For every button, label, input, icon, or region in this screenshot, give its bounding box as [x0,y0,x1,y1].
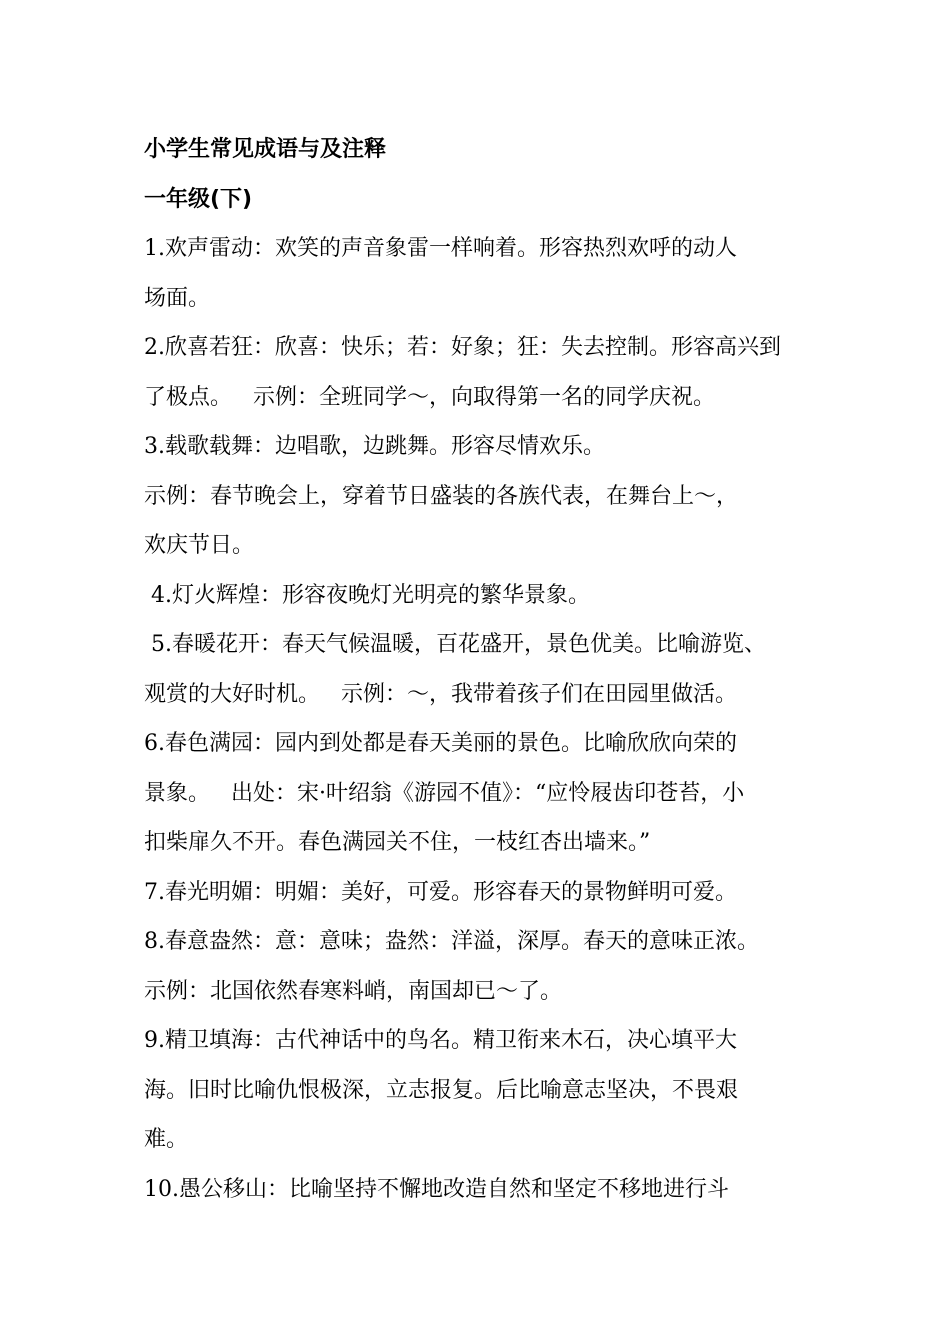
text-line: 10.愚公移山：比喻坚持不懈地改造自然和坚定不移地进行斗 [144,1176,729,1202]
section-heading: 一年级(下) [144,186,253,212]
text-line: 6.春色满园：园内到处都是春天美丽的景色。比喻欣欣向荣的 [144,731,737,756]
text-line: 观赏的大好时机。 示例：～，我带着孩子们在田园里做活。 [144,681,737,707]
text-line: 了极点。 示例：全班同学～，向取得第一名的同学庆祝。 [144,384,715,410]
text-line: 3.载歌载舞：边唱歌，边跳舞。形容尽情欢乐。 [144,434,605,459]
text-line: 海。旧时比喻仇恨极深，立志报复。后比喻意志坚决，不畏艰 [144,1077,739,1103]
text-line: 景象。 出处：宋·叶绍翁《游园不值》：“应怜屐齿印苍苔，小 [144,780,745,806]
text-line: 2.欣喜若狂：欣喜：快乐；若：好象；狂：失去控制。形容高兴到 [144,335,781,360]
text-line: 1.欢声雷动：欢笑的声音象雷一样响着。形容热烈欢呼的动人 [144,236,737,261]
text-line: 示例：春节晚会上，穿着节日盛装的各族代表，在舞台上～， [144,483,739,509]
text-line: 9.精卫填海：古代神话中的鸟名。精卫衔来木石，决心填平大 [144,1028,737,1053]
text-line: 8.春意盎然：意：意味；盎然：洋溢，深厚。春天的意味正浓。 [144,929,759,954]
text-line: 示例：北国依然春寒料峭，南国却已～了。 [144,978,563,1004]
document-page [144,125,824,1214]
text-line: 5.春暖花开：春天气候温暖，百花盛开，景色优美。比喻游览、 [144,632,766,657]
text-line: 7.春光明媚：明媚：美好，可爱。形容春天的景物鲜明可爱。 [144,879,737,905]
text-line: 4.灯火辉煌：形容夜晚灯光明亮的繁华景象。 [144,582,590,608]
text-line: 欢庆节日。 [144,533,255,558]
document-title: 小学生常见成语与及注释 [144,137,387,162]
text-line: 扣柴扉久不开。春色满园关不住，一枝红杏出墙来。” [144,830,651,855]
text-line: 场面。 [144,285,211,311]
text-line: 难。 [144,1127,189,1152]
